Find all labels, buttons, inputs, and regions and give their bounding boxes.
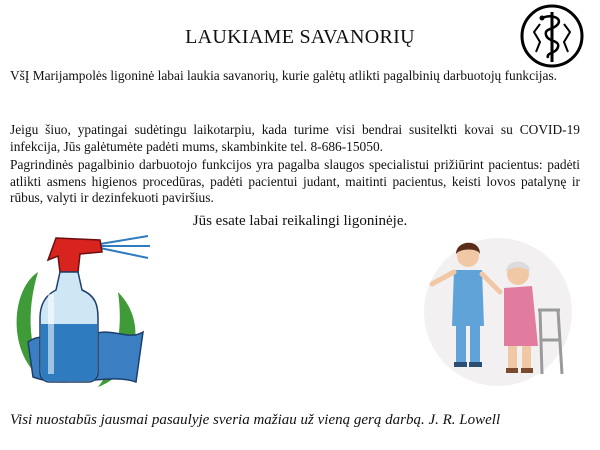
hospital-logo-icon: [520, 2, 584, 70]
intro-paragraph: VšĮ Marijampolės ligoninė labai laukia savanorių, kurie galėtų atlikti pagalbinių darbuotojų funkcijas.: [10, 68, 558, 83]
duties-paragraph: Pagrindinės pagalbinio darbuotojo funkcijos yra pagalba slaugos specialistui prižiūrint pacientus: padėti atlikti asmens higienos procedūras, padėti pacientui judant, maitinti pacientus, keisti lovos patalynę ir rūbus, valyti ir dezinfekuoti paviršius.: [10, 157, 580, 205]
you-are-needed-text: Jūs esate labai reikalingi ligoninėje.: [192, 213, 408, 229]
call-to-action-paragraph: Jeigu šiuo, ypatingai sudėtingu laikotarpiu, kada turime visi bendrai susitelkti kovai su COVID-19 infekcija, Jūs galėtumėte padėti mums, skambinkite tel. 8-686-15050.: [10, 122, 580, 154]
disinfectant-spray-bottle-icon: [8, 232, 158, 392]
nurse-helping-elderly-woman-illustration: [420, 222, 576, 396]
closing-quote: Visi nuostabūs jausmai pasaulyje sveria mažiau už vieną gerą darbą. J. R. Lowell: [10, 412, 501, 428]
page-title: LAUKIAME SAVANORIŲ: [185, 26, 415, 48]
